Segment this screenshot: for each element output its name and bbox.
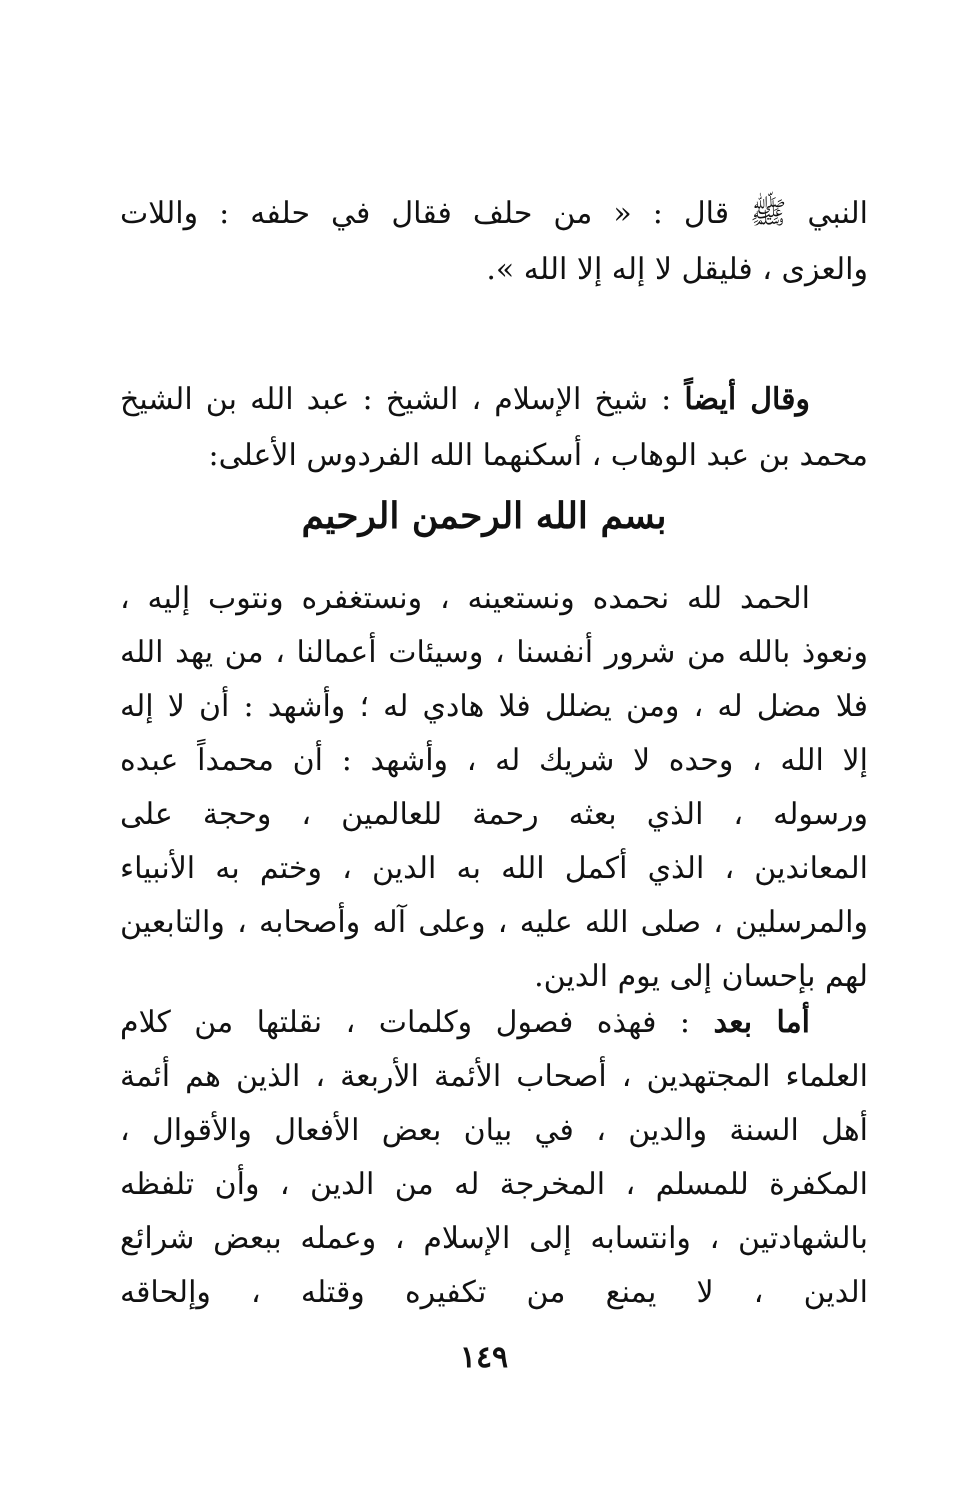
text-line: العلماء المجتهدين ، أصحاب الأئمة الأربعة ، الذين هم أئمة	[120, 1059, 868, 1094]
lead-bold-text: وقال أيضاً	[684, 382, 810, 417]
basmala-calligraphy: بسم الله الرحمن الرحيم	[301, 495, 667, 537]
text-line: إلا الله ، وحده لا شريك له ، وأشهد : أن محمداً عبده	[120, 743, 868, 778]
intro-paragraph	[120, 996, 868, 1320]
text-line: الدين ، لا يمنع من تكفيره وقتله ، وإلحاقه	[120, 1275, 868, 1310]
text-line	[120, 372, 868, 428]
attribution-paragraph	[120, 372, 868, 484]
text-span: : شيخ الإسلام ، الشيخ : عبد الله بن الشيخ	[120, 382, 672, 417]
text-span: : فهذه فصول وكلمات ، نقلتها من كلام	[120, 1005, 690, 1040]
text-line: بالشهادتين ، وانتسابه إلى الإسلام ، وعمله ببعض شرائع	[120, 1221, 868, 1256]
text-line: والعزى ، فليقل لا إله إلا الله ».	[486, 252, 868, 287]
lead-bold-text: أما بعد	[713, 1005, 810, 1040]
hadith-paragraph	[120, 186, 868, 298]
text-line: محمد بن عبد الوهاب ، أسكنهما الله الفردوس الأعلى:	[208, 438, 868, 473]
text-line: المعاندين ، الذي أكمل الله به الدين ، وختم به الأنبياء	[120, 851, 868, 886]
text-line: الحمد لله نحمده ونستعينه ، ونستغفره ونتوب إليه ،	[120, 581, 810, 616]
text-line: لهم بإحسان إلى يوم الدين.	[534, 959, 868, 994]
text-line: المكفرة للمسلم ، المخرجة له من الدين ، وأن تلفظه	[120, 1167, 868, 1202]
text-line: ونعوذ بالله من شرور أنفسنا ، وسيئات أعمالنا ، من يهد الله	[120, 635, 868, 670]
text-line: ورسوله ، الذي بعثه رحمة للعالمين ، وحجة على	[120, 797, 868, 832]
text-line: أهل السنة والدين ، في بيان بعض الأفعال والأقوال ،	[120, 1113, 868, 1148]
text-line: النبي ﷺ قال : « من حلف فقال في حلفه : واللات	[120, 196, 868, 231]
text-line: والمرسلين ، صلى الله عليه ، وعلى آله وأصحابه ، والتابعين	[120, 905, 868, 940]
text-line: فلا مضل له ، ومن يضلل فلا هادي له ؛ وأشهد : أن لا إله	[120, 689, 868, 724]
page-number: ١٤٩	[459, 1340, 509, 1375]
text-line	[120, 996, 868, 1050]
praise-paragraph	[120, 572, 868, 1004]
